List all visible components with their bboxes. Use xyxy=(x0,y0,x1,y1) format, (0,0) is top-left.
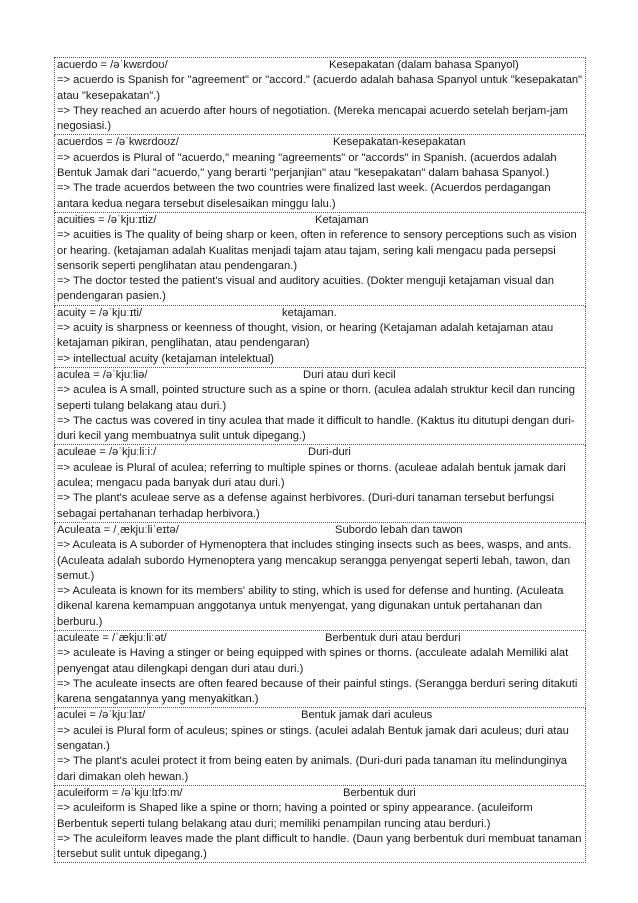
entry-translation: Duri atau duri kecil xyxy=(303,368,396,381)
entry-definition: => acuities is The quality of being sharp or keen, often in reference to sensory perceptions such as vision or hearing. (ketajaman adalah Kualitas menjadi tajam atau tajam, sering kali mengacu pada persepsi sensorik seperti penglihatan atau pendengaran.) xyxy=(57,229,577,272)
entry-example: => The plant's aculei protect it from being eaten by animals. (Duri-duri pada tanaman itu melindunginya dari dimakan oleh hewan.) xyxy=(57,755,568,783)
entry-translation: Duri-duri xyxy=(308,446,351,459)
entry-example: => The doctor tested the patient's visual and auditory acuities. (Dokter menguji ketajaman visual dan pendengaran pasien.) xyxy=(57,275,554,303)
dictionary-page xyxy=(54,57,586,863)
entry-term: aculea = /əˈkjuːliə/ xyxy=(57,368,148,381)
entry-acuerdo xyxy=(54,58,586,135)
entry-definition: => acuerdo is Spanish for "agreement" or "accord." (acuerdo adalah bahasa Spanyol untuk "kesepakatan" atau "kesepakatan".) xyxy=(57,74,583,102)
entry-term: Aculeata = /ˌækjuːliˈeɪtə/ xyxy=(57,523,179,536)
entry-translation: Bentuk jamak dari aculeus xyxy=(301,709,433,722)
entry-translation: Ketajaman xyxy=(315,213,369,226)
entry-acuities xyxy=(54,213,586,306)
entry-acuity xyxy=(54,306,586,368)
entry-translation: Berbentuk duri atau berduri xyxy=(325,631,461,644)
entry-term: aculeiform = /əˈkjuːlɪfɔːm/ xyxy=(57,786,183,799)
entry-term: aculeate = /ˈækjuːliːət/ xyxy=(57,631,167,644)
entry-definition: => aculeate is Having a stinger or being equipped with spines or thorns. (acculeate adalah Memiliki alat penyengat atau dilengkapi dengan duri atau duri.) xyxy=(57,647,569,675)
entry-translation: Kesepakatan (dalam bahasa Spanyol) xyxy=(329,59,519,71)
entry-aculei xyxy=(54,708,586,785)
entry-term: acuities = /əˈkjuːɪtiz/ xyxy=(57,213,157,226)
entry-aculeate xyxy=(54,631,586,708)
entry-term: acuerdos = /əˈkwɛrdoʊz/ xyxy=(57,136,179,149)
entry-example: => The aculeate insects are often feared because of their painful stings. (Serangga berduri sering ditakuti karena sengatannya yang menyakitkan.) xyxy=(57,677,578,706)
entry-aculea xyxy=(54,368,586,445)
entry-term: acuity = /əˈkjuːɪti/ xyxy=(57,306,143,319)
entry-definition: => acuity is sharpness or keenness of thought, vision, or hearing (Ketajaman adalah ketajaman atau ketajaman pikiran, penglihatan, atau pendengaran) xyxy=(57,322,554,350)
entry-definition: => aculea is A small, pointed structure such as a spine or thorn. (aculea adalah struktur kecil dan runcing seperti tulang belakang atau duri.) xyxy=(57,384,576,412)
entry-translation: Berbentuk duri xyxy=(343,786,416,799)
entry-example: => Aculeata is known for its members' ability to sting, which is used for defense and hunting. (Aculeata dikenal karena kemampuan anggotanya untuk menyengat, yang digunakan untuk pertahanan dan berburu.) xyxy=(57,585,564,628)
entry-term: aculei = /əˈkjuːlaɪ/ xyxy=(57,709,146,722)
entry-definition: => aculeiform is Shaped like a spine or thorn; having a pointed or spiny appearance. (aculeiform Berbentuk seperti tulang belakang atau duri; memiliki penampilan runcing atau berduri.) xyxy=(57,802,533,830)
entry-term: aculeae = /əˈkjuːliːiː/ xyxy=(57,446,157,459)
entry-definition: => aculei is Plural form of aculeus; spines or stings. (aculei adalah Bentuk jamak dari aculeus; duri atau sengatan.) xyxy=(57,724,569,753)
entry-aculeae xyxy=(54,445,586,522)
entry-example: => The trade acuerdos between the two countries were finalized last week. (Acuerdos perdagangan antara kedua negara tersebut diselesaikan minggu lalu.) xyxy=(57,182,551,210)
entry-example: => They reached an acuerdo after hours of negotiation. (Mereka mencapai acuerdo setelah berjam-jam negosiasi.) xyxy=(57,104,568,133)
entry-acuerdos xyxy=(54,135,586,212)
entry-example: => The plant's aculeae serve as a defense against herbivores. (Duri-duri tanaman tersebut berfungsi sebagai pertahanan terhadap herbivora.) xyxy=(57,492,554,520)
entry-aculeata xyxy=(54,523,586,631)
entry-example: => intellectual acuity (ketajaman intelektual) xyxy=(57,352,275,365)
entry-translation: Kesepakatan-kesepakatan xyxy=(333,136,466,149)
entry-translation: Subordo lebah dan tawon xyxy=(335,523,463,536)
entry-term: acuerdo = /əˈkwɛrdoʊ/ xyxy=(57,59,168,71)
entry-aculeiform xyxy=(54,786,586,863)
entry-definition: => aculeae is Plural of aculea; referring to multiple spines or thorns. (aculeae adalah bentuk jamak dari aculea; mengacu pada banyak duri atau duri.) xyxy=(57,461,566,490)
entry-example: => The cactus was covered in tiny aculea that made it difficult to handle. (Kaktus itu ditutupi dengan duri-duri kecil yang membuatnya sulit untuk dipegang.) xyxy=(57,414,575,443)
entry-translation: ketajaman. xyxy=(282,306,337,319)
entry-definition: => acuerdos is Plural of "acuerdo," meaning "agreements" or "accords" in Spanish. (acuerdos adalah Bentuk Jamak dari "acuerdo," yang berarti "perjanjian" atau "kesepakatan" dalam bahasa Spanyol.) xyxy=(57,151,557,180)
entry-definition: => Aculeata is A suborder of Hymenoptera that includes stinging insects such as bees, wasps, and ants. (Aculeata adalah subordo Hymenoptera yang mencakup serangga penyengat seperti lebah, tawon, dan semut.) xyxy=(57,539,572,582)
entry-example: => The aculeiform leaves made the plant difficult to handle. (Daun yang berbentuk duri membuat tanaman tersebut sulit untuk dipegang.) xyxy=(57,832,582,861)
